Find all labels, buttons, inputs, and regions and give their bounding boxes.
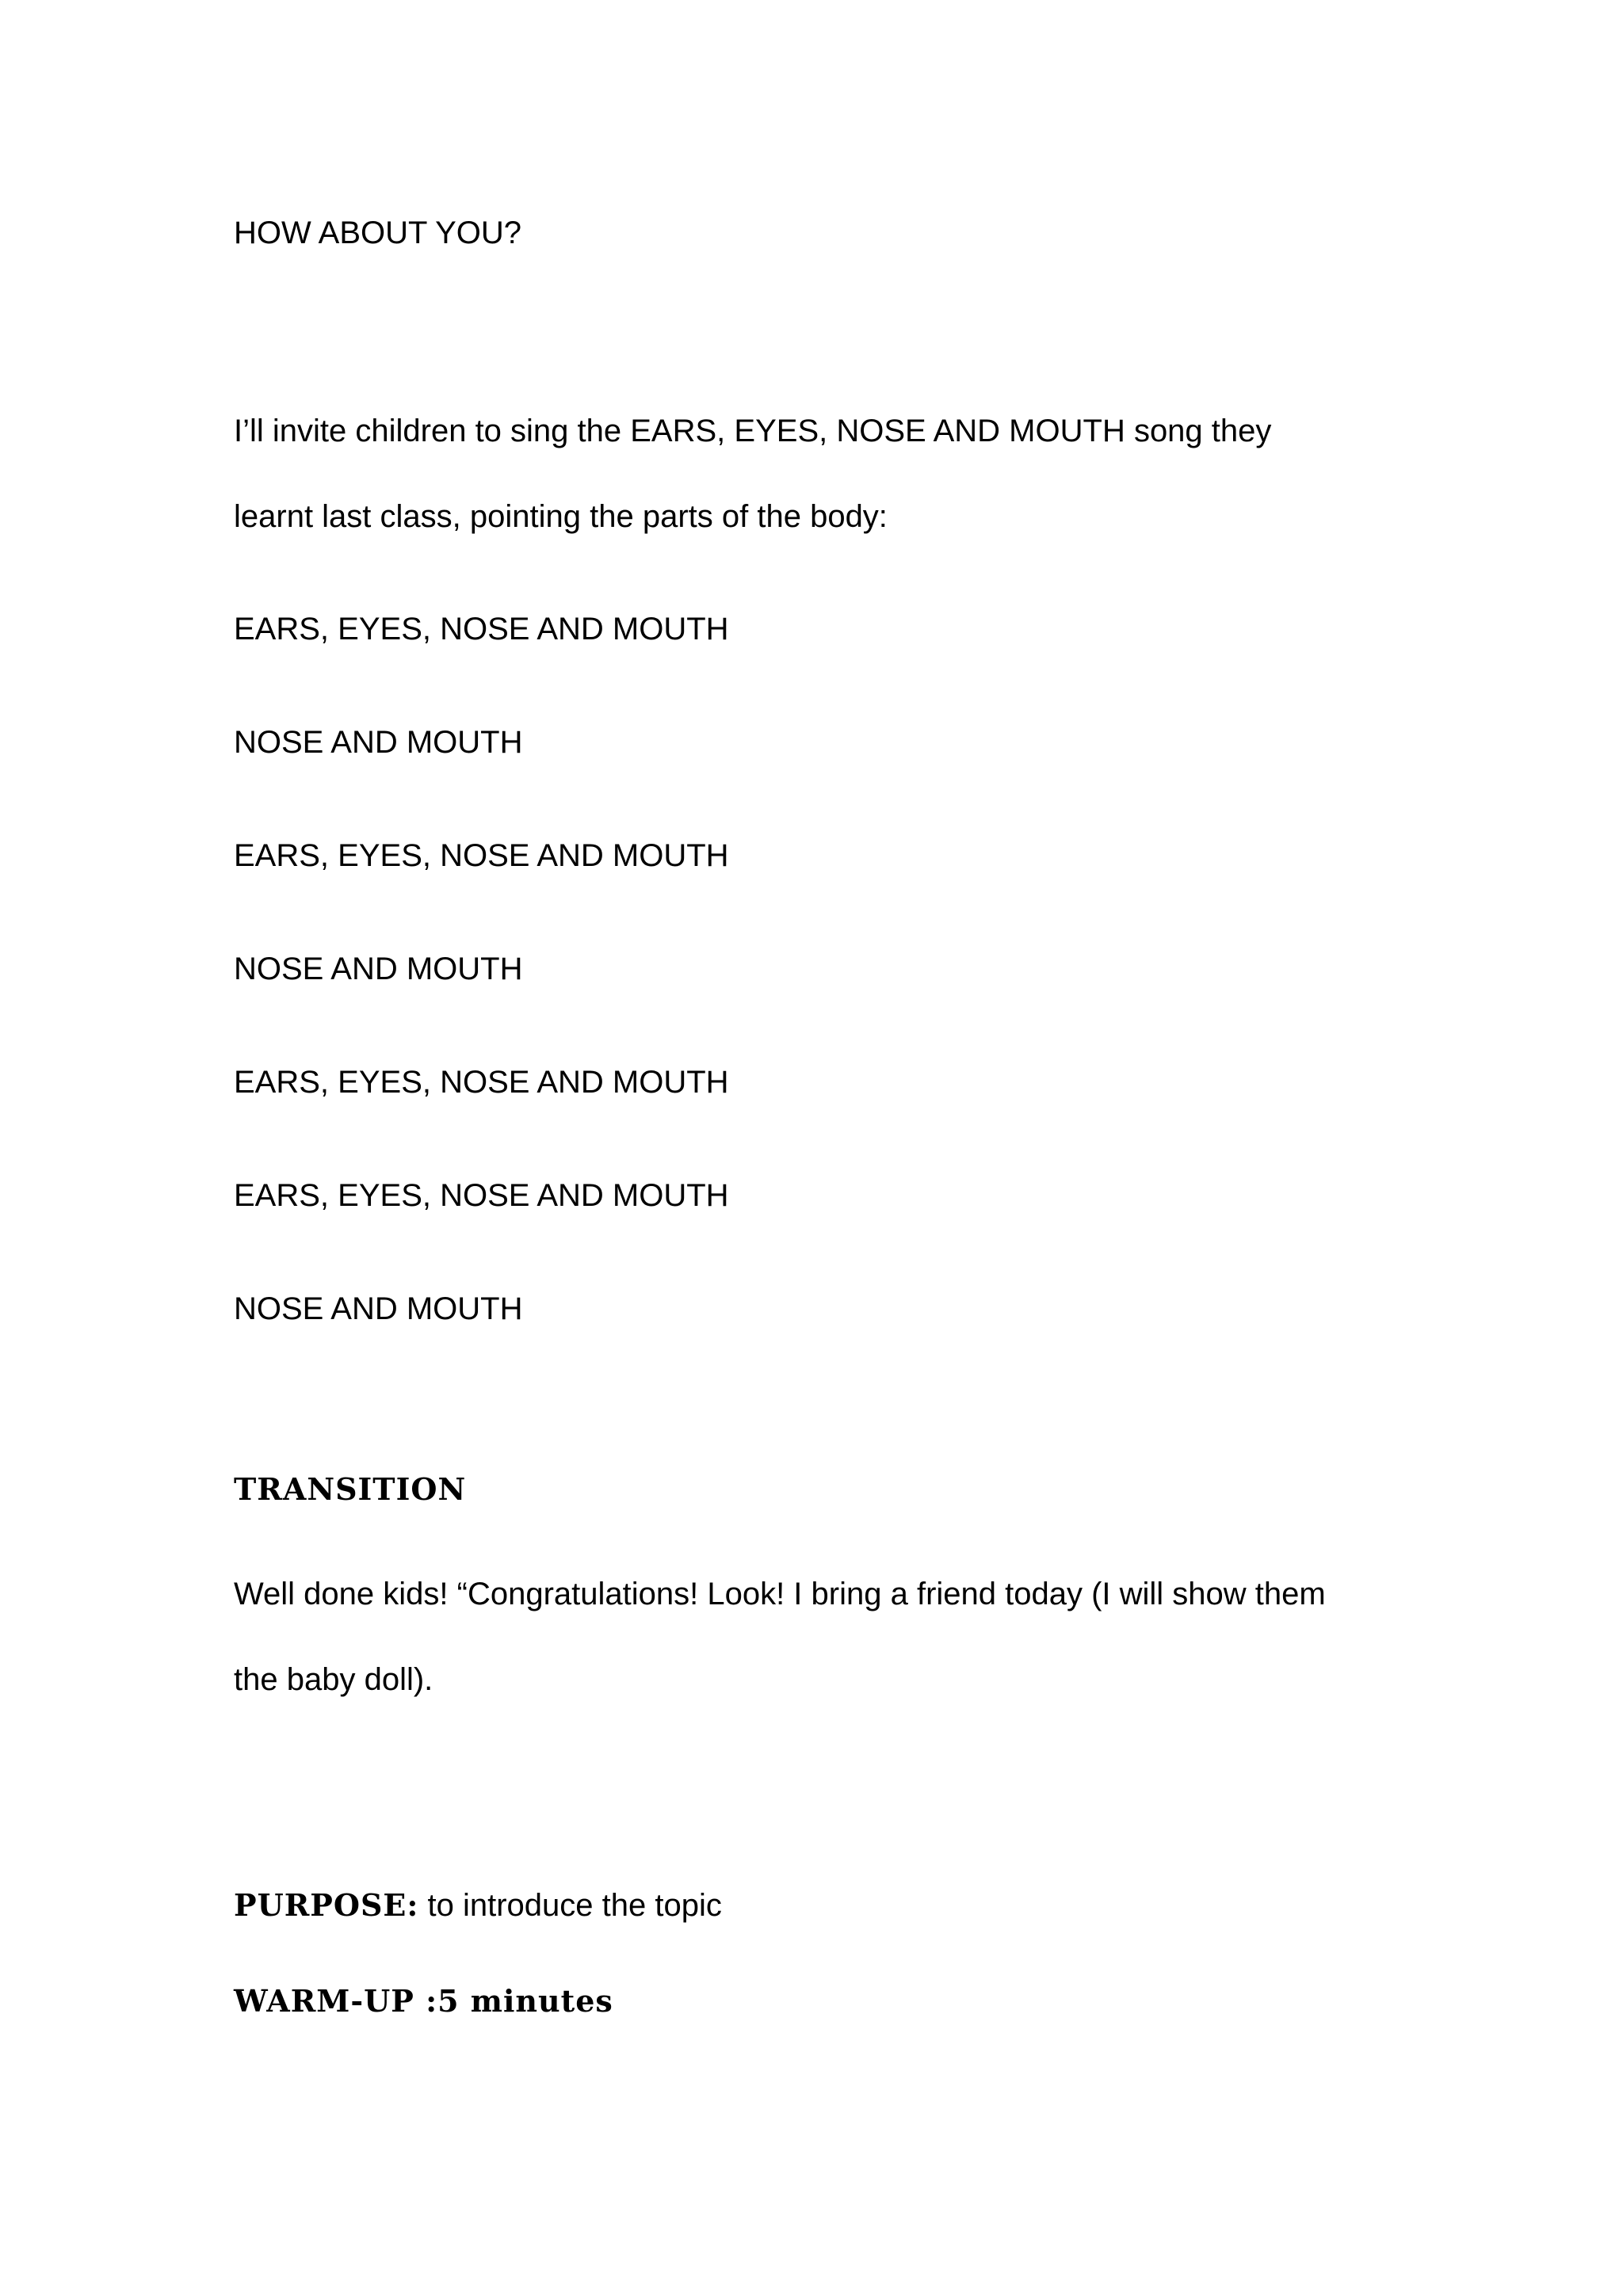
song-line-3: EARS, EYES, NOSE AND MOUTH	[234, 838, 729, 873]
song-line-6: EARS, EYES, NOSE AND MOUTH	[234, 1178, 729, 1213]
warmup-heading: WARM-UP :5 minutes	[234, 1983, 613, 2019]
song-line-1: EARS, EYES, NOSE AND MOUTH	[234, 612, 729, 646]
song-line-5: EARS, EYES, NOSE AND MOUTH	[234, 1065, 729, 1100]
section-title: HOW ABOUT YOU?	[234, 215, 522, 250]
transition-heading: TRANSITION	[234, 1471, 467, 1507]
transition-line-1: Well done kids! “Congratulations! Look! I bring a friend today (I will show them	[234, 1577, 1326, 1611]
song-line-4: NOSE AND MOUTH	[234, 952, 523, 986]
song-line-7: NOSE AND MOUTH	[234, 1291, 523, 1326]
purpose-line	[234, 1886, 722, 1924]
purpose-text: to introduce the topic	[418, 1888, 722, 1923]
purpose-label: PURPOSE:	[234, 1887, 419, 1923]
song-line-2: NOSE AND MOUTH	[234, 725, 523, 760]
intro-line-1: I’ll invite children to sing the EARS, EYES, NOSE AND MOUTH song they	[234, 414, 1272, 448]
transition-line-2: the baby doll).	[234, 1662, 433, 1697]
intro-line-2: learnt last class, pointing the parts of the body:	[234, 499, 888, 534]
